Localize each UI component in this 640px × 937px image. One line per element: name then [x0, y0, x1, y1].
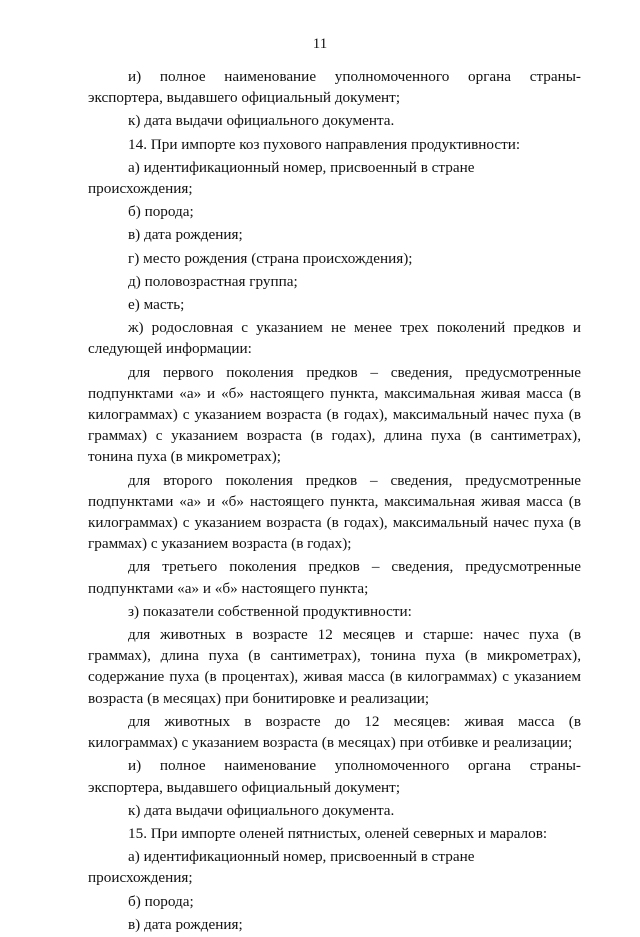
- paragraph-d-sex-age-group: д) половозрастная группа;: [128, 272, 298, 290]
- paragraph-15-heading: 15. При импорте оленей пятнистых, оленей северных и маралов:: [128, 824, 548, 842]
- page-number: 11: [312, 36, 328, 52]
- paragraph-14-heading: 14. При импорте коз пухового направления продуктивности:: [128, 135, 521, 153]
- paragraph-v-birth-date-2: в) дата рождения;: [128, 915, 243, 933]
- paragraph-first-generation: для первого поколения предков – сведения, предусмотренные подпунктами «а» и «б» настоящего пункта, максимальная живая масса (в килограммах) с указанием возраста (в годах), максимальный начес пуха (в граммах) с указанием возраста (в годах), длина пуха (в сантиметрах), тонина пуха (в микрометрах);: [88, 363, 581, 466]
- paragraph-k-issue-date: к) дата выдачи официального документа.: [128, 112, 395, 130]
- paragraph-e-color: е) масть;: [128, 296, 185, 314]
- paragraph-b-breed-2: б) порода;: [128, 892, 194, 910]
- paragraph-second-generation: для второго поколения предков – сведения, предусмотренные подпунктами «а» и «б» настоящего пункта, максимальная живая масса (в килограммах) с указанием возраста (в годах), максимальный начес пуха (в граммах) с указанием возраста (в годах);: [88, 471, 581, 553]
- paragraph-young-under-12-months: для животных в возрасте до 12 месяцев: живая масса (в килограммах) с указанием возраста (в месяцах) при отбивке и реализации;: [88, 712, 581, 752]
- paragraph-third-generation: для третьего поколения предков – сведения, предусмотренные подпунктами «а» и «б» настоящего пункта;: [88, 558, 581, 597]
- paragraph-k-issue-date-2: к) дата выдачи официального документа.: [128, 801, 395, 819]
- paragraph-v-birth-date: в) дата рождения;: [128, 226, 243, 244]
- paragraph-adults-12-months: для животных в возрасте 12 месяцев и старше: начес пуха (в граммах), длина пуха (в сантиметрах), тонина пуха (в микрометрах), содержание пуха (в процентах), живая масса (в килограммах) с указанием возраста (в месяцах) при бонитировке и реализации;: [88, 626, 581, 707]
- paragraph-i-authority: и) полное наименование уполномоченного органа страны-экспортера, выдавшего официальный документ;: [88, 68, 581, 107]
- paragraph-i-authority-2: и) полное наименование уполномоченного органа страны-экспортера, выдавшего официальный документ;: [88, 757, 581, 796]
- paragraph-a-id-number: а) идентификационный номер, присвоенный в стране происхождения;: [88, 158, 475, 198]
- document-body: [88, 66, 581, 937]
- paragraph-zh-pedigree: ж) родословная с указанием не менее трех поколений предков и следующей информации:: [88, 319, 581, 358]
- paragraph-z-productivity: з) показатели собственной продуктивности:: [128, 602, 412, 620]
- paragraph-b-breed: б) порода;: [128, 203, 194, 221]
- paragraph-a-id-number-2: а) идентификационный номер, присвоенный в стране происхождения;: [88, 848, 475, 887]
- paragraph-g-birth-place: г) место рождения (страна происхождения);: [128, 249, 413, 267]
